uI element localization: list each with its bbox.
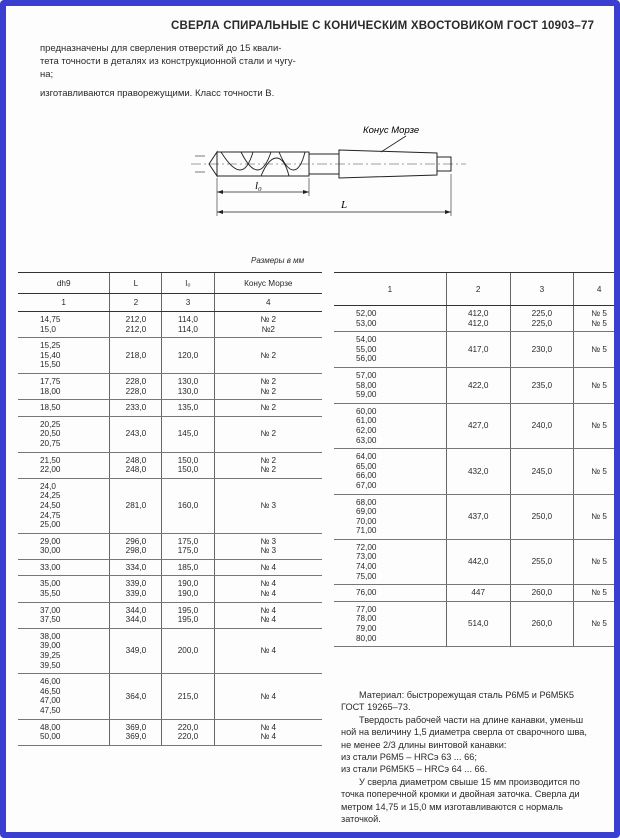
- flute-length-cell: 150,0 150,0: [162, 452, 214, 478]
- morse-cell: № 3: [214, 478, 322, 533]
- length-cell: 339,0 339,0: [110, 576, 162, 602]
- length-cell: 281,0: [110, 478, 162, 533]
- length-cell: 417,0: [446, 332, 510, 368]
- drill-drawing: [191, 124, 471, 224]
- l0-label: l₀: [255, 180, 262, 192]
- column-number: 2: [446, 273, 510, 306]
- intro-line: предназначены для сверления отверстий до 15 квали-: [40, 43, 282, 54]
- diameter-cell: 76,00: [334, 585, 446, 602]
- intro-line: на;: [40, 69, 54, 80]
- diameter-cell: 46,00 46,50 47,00 47,50: [18, 674, 110, 719]
- diameter-cell: 24,0 24,25 24,50 24,75 25,00: [18, 478, 110, 533]
- column-header: L: [110, 273, 162, 294]
- length-cell: 369,0 369,0: [110, 719, 162, 745]
- table-row: [18, 559, 322, 576]
- column-number: 2: [110, 294, 162, 312]
- diameter-cell: 15,25 15,40 15,50: [18, 338, 110, 374]
- length-cell: 412,0 412,0: [446, 306, 510, 332]
- morse-cell: № 2: [214, 400, 322, 417]
- diameter-cell: 77,00 78,00 79,00 80,00: [334, 601, 446, 646]
- diameter-cell: 72,00 73,00 74,00 75,00: [334, 539, 446, 584]
- diameter-cell: 29,00 30,00: [18, 533, 110, 559]
- diameter-cell: 35,00 35,50: [18, 576, 110, 602]
- table-row: [334, 601, 620, 646]
- note-line: заточкой.: [341, 814, 381, 825]
- morse-cell: № 5: [574, 332, 620, 368]
- column-header: dh9: [18, 273, 110, 294]
- diameter-cell: 18,50: [18, 400, 110, 417]
- morse-leader: [381, 136, 406, 152]
- column-number: 4: [214, 294, 322, 312]
- morse-cell: № 2: [214, 416, 322, 452]
- note-line: точка поперечной кромки и двойная заточка. Сверла ди: [341, 789, 580, 800]
- flute-length-cell: 225,0 225,0: [510, 306, 574, 332]
- note-line: из стали Р6М5 – HRCэ 63 ... 66;: [341, 752, 477, 763]
- table-row: [334, 367, 620, 403]
- note-line: ной на величину 1,5 диаметра сверла от сварочного шва,: [341, 727, 587, 738]
- morse-cell: № 5: [574, 403, 620, 448]
- morse-cell: № 4: [214, 559, 322, 576]
- flute-length-cell: 200,0: [162, 628, 214, 673]
- column-number: 1: [18, 294, 110, 312]
- table-row: [18, 719, 322, 745]
- arrow: [445, 210, 451, 214]
- flute-length-cell: 130,0 130,0: [162, 373, 214, 399]
- flute-length-cell: 114,0 114,0: [162, 312, 214, 338]
- column-number: 3: [510, 273, 574, 306]
- intro-line: тета точности в деталях из конструкционной стали и чугу-: [40, 56, 296, 67]
- note-line: Материал: быстрорежущая сталь Р6М5 и Р6М5К5: [359, 690, 574, 700]
- diameter-cell: 54,00 55,00 56,00: [334, 332, 446, 368]
- morse-cell: № 5: [574, 494, 620, 539]
- morse-cell: № 5: [574, 585, 620, 602]
- morse-cell: № 5: [574, 367, 620, 403]
- length-cell: 248,0 248,0: [110, 452, 162, 478]
- table-row: [18, 602, 322, 628]
- note-line: из стали Р6М5К5 – HRCэ 64 ... 66.: [341, 764, 488, 775]
- notes: [341, 689, 620, 825]
- flute-length-cell: 260,0: [510, 601, 574, 646]
- morse-cell: № 4 № 4: [214, 602, 322, 628]
- length-cell: 427,0: [446, 403, 510, 448]
- note-line: Твердость рабочей части на длине канавки, уменьш: [359, 714, 584, 725]
- diameter-cell: 48,00 50,00: [18, 719, 110, 745]
- length-cell: 437,0: [446, 494, 510, 539]
- table-row: [334, 585, 620, 602]
- table-right: [334, 272, 620, 647]
- length-cell: 364,0: [110, 674, 162, 719]
- flute-length-cell: 120,0: [162, 338, 214, 374]
- column-number: 1: [334, 273, 446, 306]
- diameter-cell: 57,00 58,00 59,00: [334, 367, 446, 403]
- table-row: [18, 478, 322, 533]
- length-cell: 422,0: [446, 367, 510, 403]
- flute-length-cell: 245,0: [510, 449, 574, 494]
- length-cell: 432,0: [446, 449, 510, 494]
- arrow: [217, 210, 223, 214]
- flute-length-cell: 190,0 190,0: [162, 576, 214, 602]
- diameter-cell: 52,00 53,00: [334, 306, 446, 332]
- length-cell: 334,0: [110, 559, 162, 576]
- flute-length-cell: 195,0 195,0: [162, 602, 214, 628]
- length-cell: 212,0 212,0: [110, 312, 162, 338]
- flute-length-cell: 145,0: [162, 416, 214, 452]
- flute-length-cell: 230,0: [510, 332, 574, 368]
- column-header: l₀: [162, 273, 214, 294]
- table-row: [334, 306, 620, 332]
- table-row: [18, 674, 322, 719]
- morse-cell: № 4 № 4: [214, 719, 322, 745]
- length-cell: 349,0: [110, 628, 162, 673]
- length-cell: 243,0: [110, 416, 162, 452]
- diameter-cell: 14,75 15,0: [18, 312, 110, 338]
- table-row: [18, 312, 322, 338]
- column-header: Конус Морзе: [214, 273, 322, 294]
- flute-length-cell: 185,0: [162, 559, 214, 576]
- morse-cell: № 5: [574, 449, 620, 494]
- table-row: [18, 416, 322, 452]
- table-row: [334, 494, 620, 539]
- length-cell: 228,0 228,0: [110, 373, 162, 399]
- morse-cell: № 4: [214, 628, 322, 673]
- dimensions-note: Размеры в мм: [251, 256, 305, 265]
- flute-length-cell: 175,0 175,0: [162, 533, 214, 559]
- flute-length-cell: 215,0: [162, 674, 214, 719]
- morse-cell: № 2 № 2: [214, 373, 322, 399]
- flute-length-cell: 255,0: [510, 539, 574, 584]
- morse-cell: № 3 № 3: [214, 533, 322, 559]
- table-row: [18, 400, 322, 417]
- column-number: 4: [574, 273, 620, 306]
- intro-line: изготавливаются праворежущими. Класс точности В.: [40, 88, 275, 99]
- table-row: [334, 332, 620, 368]
- flute-length-cell: 240,0: [510, 403, 574, 448]
- morse-label: Конус Морзе: [363, 125, 420, 136]
- morse-cell: № 2: [214, 338, 322, 374]
- flute-length-cell: 260,0: [510, 585, 574, 602]
- morse-cell: № 5: [574, 539, 620, 584]
- L-label: L: [341, 199, 348, 211]
- length-cell: 344,0 344,0: [110, 602, 162, 628]
- table-row: [18, 533, 322, 559]
- table-row: [18, 373, 322, 399]
- length-cell: 218,0: [110, 338, 162, 374]
- flute-length-cell: 220,0 220,0: [162, 719, 214, 745]
- flute-length-cell: 250,0: [510, 494, 574, 539]
- length-cell: 447: [446, 585, 510, 602]
- length-cell: 296,0 298,0: [110, 533, 162, 559]
- table-row: [334, 449, 620, 494]
- morse-cell: № 4: [214, 674, 322, 719]
- table-left: [18, 272, 322, 746]
- morse-cell: № 2 № 2: [214, 452, 322, 478]
- morse-cell: № 5: [574, 601, 620, 646]
- arrow: [303, 190, 309, 194]
- length-cell: 233,0: [110, 400, 162, 417]
- diameter-cell: 37,00 37,50: [18, 602, 110, 628]
- diameter-cell: 68,00 69,00 70,00 71,00: [334, 494, 446, 539]
- length-cell: 514,0: [446, 601, 510, 646]
- intro-text: [40, 42, 350, 100]
- diameter-cell: 38,00 39,00 39,25 39,50: [18, 628, 110, 673]
- column-number: 3: [162, 294, 214, 312]
- flute-length-cell: 160,0: [162, 478, 214, 533]
- morse-cell: № 5 № 5: [574, 306, 620, 332]
- diameter-cell: 33,00: [18, 559, 110, 576]
- note-line: ГОСТ 19265–73.: [341, 702, 411, 713]
- flute-length-cell: 235,0: [510, 367, 574, 403]
- flute-length-cell: 135,0: [162, 400, 214, 417]
- diameter-cell: 60,00 61,00 62,00 63,00: [334, 403, 446, 448]
- table-row: [334, 539, 620, 584]
- table-row: [18, 452, 322, 478]
- note-line: не менее 2/3 длины винтовой канавки:: [341, 739, 507, 750]
- note-line: У сверла диаметром свыше 15 мм производится по: [359, 776, 580, 787]
- diameter-cell: 64,00 65,00 66,00 67,00: [334, 449, 446, 494]
- table-row: [18, 338, 322, 374]
- diameter-cell: 21,50 22,00: [18, 452, 110, 478]
- length-cell: 442,0: [446, 539, 510, 584]
- table-row: [18, 628, 322, 673]
- morse-cell: № 4 № 4: [214, 576, 322, 602]
- diameter-cell: 20,25 20,50 20,75: [18, 416, 110, 452]
- table-row: [334, 403, 620, 448]
- page-title: СВЕРЛА СПИРАЛЬНЫЕ С КОНИЧЕСКИМ ХВОСТОВИКОМ ГОСТ 10903–77: [171, 20, 595, 32]
- table-row: [18, 576, 322, 602]
- note-line: метром 14,75 и 15,0 мм изготавливаются с нормаль: [341, 801, 563, 812]
- diameter-cell: 17,75 18,00: [18, 373, 110, 399]
- morse-cell: № 2 №2: [214, 312, 322, 338]
- arrow: [217, 190, 223, 194]
